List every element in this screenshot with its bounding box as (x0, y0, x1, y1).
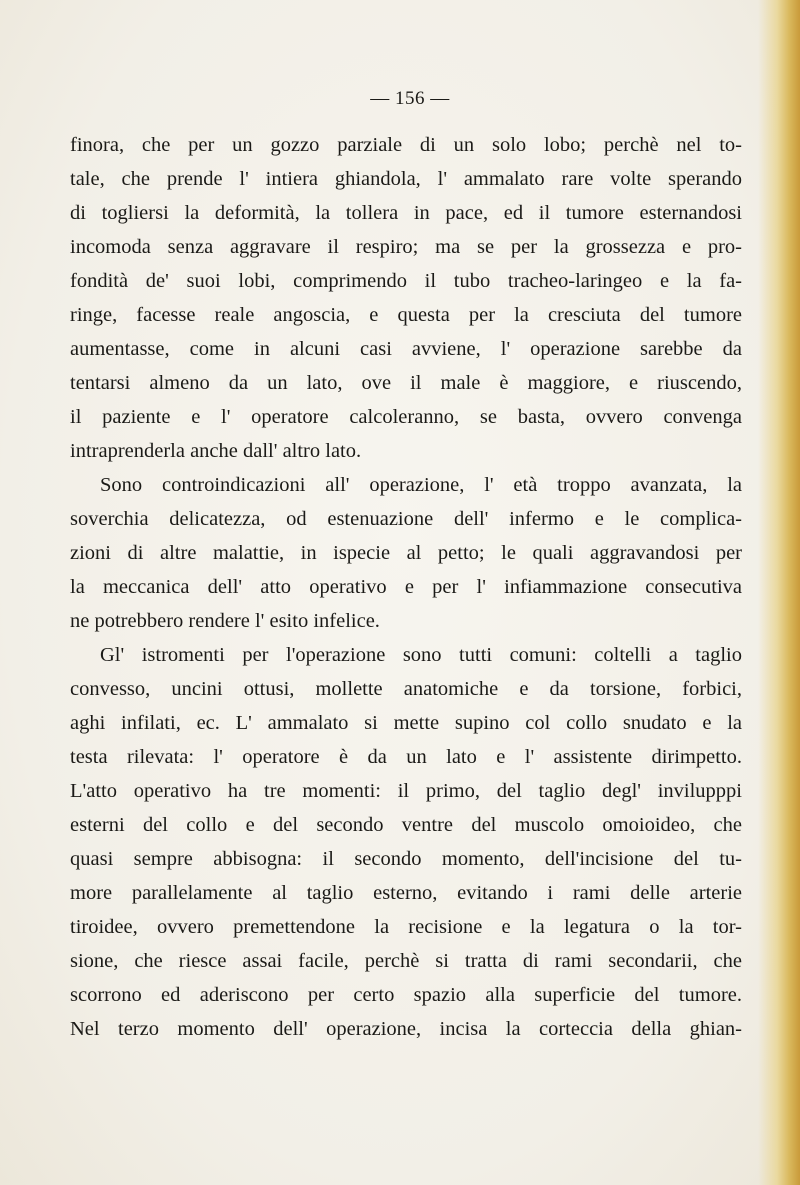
text-line: finora, che per un gozzo parziale di un solo lobo; perchè nel to- (70, 134, 742, 156)
text-line: esterni del collo e del secondo ventre del muscolo omoioideo, che (70, 814, 742, 836)
text-line: zioni di altre malattie, in ispecie al petto; le quali aggravandosi per (70, 542, 742, 564)
text-line: convesso, uncini ottusi, mollette anatomiche e da torsione, forbici, (70, 678, 742, 700)
page-edge-discoloration (758, 0, 800, 1185)
text-line: tiroidee, ovvero premettendone la recisione e la legatura o la tor- (70, 916, 742, 938)
text-line: Nel terzo momento dell' operazione, incisa la corteccia della ghian- (70, 1018, 742, 1040)
text-line: sione, che riesce assai facile, perchè si tratta di rami secondarii, che (70, 950, 742, 972)
text-line: incomoda senza aggravare il respiro; ma se per la grossezza e pro- (70, 236, 742, 258)
text-line: il paziente e l' operatore calcoleranno, se basta, ovvero convenga (70, 406, 742, 428)
body-text (70, 128, 742, 1046)
text-line: L'atto operativo ha tre momenti: il primo, del taglio degl' invilupppi (70, 780, 742, 802)
text-line: intraprenderla anche dall' altro lato. (70, 440, 362, 462)
text-line: testa rilevata: l' operatore è da un lato e l' assistente dirimpetto. (70, 746, 742, 768)
text-line: more parallelamente al taglio esterno, evitando i rami delle arterie (70, 882, 742, 904)
text-line: aumentasse, come in alcuni casi avviene, l' operazione sarebbe da (70, 338, 742, 360)
text-line: aghi infilati, ec. L' ammalato si mette supino col collo snudato e la (70, 712, 742, 734)
text-line: ringe, facesse reale angoscia, e questa per la cresciuta del tumore (70, 304, 742, 326)
page-number: — 156 — (370, 88, 450, 109)
text-line: fondità de' suoi lobi, comprimendo il tubo tracheo-laringeo e la fa- (70, 270, 742, 292)
text-line: scorrono ed aderiscono per certo spazio alla superficie del tumore. (70, 984, 742, 1006)
text-line: tale, che prende l' intiera ghiandola, l' ammalato rare volte sperando (70, 168, 742, 190)
text-line: Sono controindicazioni all' operazione, l' età troppo avanzata, la (100, 474, 742, 496)
text-line: ne potrebbero rendere l' esito infelice. (70, 610, 380, 632)
text-line: soverchia delicatezza, od estenuazione dell' infermo e le complica- (70, 508, 742, 530)
text-line: quasi sempre abbisogna: il secondo momento, dell'incisione del tu- (70, 848, 742, 870)
text-line: la meccanica dell' atto operativo e per l' infiammazione consecutiva (70, 576, 742, 598)
text-line: Gl' istromenti per l'operazione sono tutti comuni: coltelli a taglio (100, 644, 742, 666)
text-line: tentarsi almeno da un lato, ove il male è maggiore, e riuscendo, (70, 372, 742, 394)
text-line: di togliersi la deformità, la tollera in pace, ed il tumore esternandosi (70, 202, 742, 224)
